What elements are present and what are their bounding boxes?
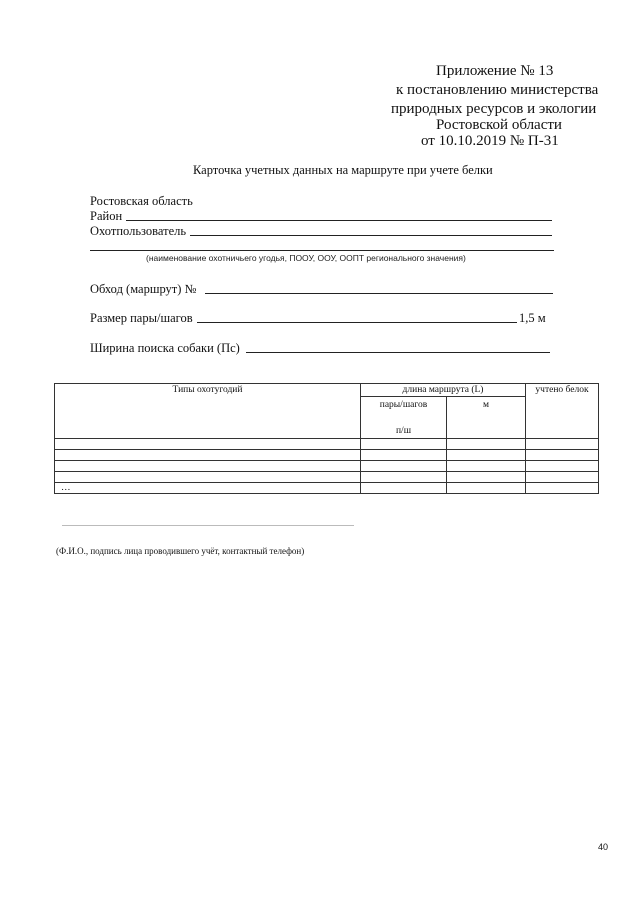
col-meters-header xyxy=(447,397,526,439)
table-cell[interactable] xyxy=(447,483,526,494)
col-pairs-unit: п/ш xyxy=(395,426,412,436)
table-cell[interactable] xyxy=(55,483,361,494)
appendix-number: Приложение № 13 xyxy=(436,63,554,79)
col-squirrels-label: учтено белок xyxy=(535,385,589,395)
route-table xyxy=(54,383,599,494)
pair-size-value: 1,5 м xyxy=(519,311,546,325)
page-number: 40 xyxy=(598,842,609,852)
col-route-length-header xyxy=(361,384,526,397)
table-cell[interactable] xyxy=(526,472,599,483)
appendix-line-3: природных ресурсов и экологии xyxy=(391,101,597,117)
card-title: Карточка учетных данных на маршруте при учете белки xyxy=(193,163,493,177)
signature-line[interactable] xyxy=(62,525,354,526)
col-route-length-label: длина маршрута (L) xyxy=(402,385,484,395)
pair-size-field[interactable] xyxy=(197,322,517,323)
user-label: Охотпользователь xyxy=(90,224,187,238)
ellipsis-label: … xyxy=(61,483,71,493)
appendix-line-2: к постановлению министерства xyxy=(396,82,599,98)
table-cell[interactable] xyxy=(447,461,526,472)
route-label: Обход (маршрут) № xyxy=(90,282,197,296)
appendix-date: от 10.10.2019 № П-31 xyxy=(421,133,559,149)
table-cell[interactable] xyxy=(447,472,526,483)
region-label: Ростовская область xyxy=(90,194,193,208)
col-meters-label: м xyxy=(482,400,489,410)
table-row xyxy=(55,472,599,483)
table-row xyxy=(55,439,599,450)
route-field[interactable] xyxy=(205,293,553,294)
pair-size-label: Размер пары/шагов xyxy=(90,311,193,325)
table-cell[interactable] xyxy=(55,439,361,450)
table-cell[interactable] xyxy=(447,439,526,450)
table-cell[interactable] xyxy=(361,483,447,494)
table-cell[interactable] xyxy=(361,450,447,461)
table-cell[interactable] xyxy=(361,472,447,483)
col-pairs-label: пары/шагов xyxy=(379,400,428,410)
table-row xyxy=(55,483,599,494)
table-cell[interactable] xyxy=(526,483,599,494)
col-pairs-header xyxy=(361,397,447,439)
appendix-line-4: Ростовской области xyxy=(436,117,562,133)
col-habitat-type-header xyxy=(55,384,361,439)
district-label: Район xyxy=(90,209,123,223)
table-header-row xyxy=(55,384,599,397)
signature-note: (Ф.И.О., подпись лица проводившего учёт, контактный телефон) xyxy=(56,546,305,556)
district-field[interactable] xyxy=(126,220,552,221)
table-cell[interactable] xyxy=(526,450,599,461)
dog-width-field[interactable] xyxy=(246,352,550,353)
table-cell[interactable] xyxy=(55,472,361,483)
user-field-continuation[interactable] xyxy=(90,250,554,251)
user-field[interactable] xyxy=(190,235,552,236)
user-field-note: (наименование охотничьего угодья, ПООУ, ООУ, ООПТ регионального значения) xyxy=(146,253,466,263)
dog-width-label: Ширина поиска собаки (Пс) xyxy=(90,341,240,355)
col-squirrels-header xyxy=(526,384,599,439)
table-cell[interactable] xyxy=(526,461,599,472)
table-row xyxy=(55,461,599,472)
table-cell[interactable] xyxy=(526,439,599,450)
table-cell[interactable] xyxy=(55,450,361,461)
table-row xyxy=(55,450,599,461)
table-cell[interactable] xyxy=(361,439,447,450)
table-cell[interactable] xyxy=(55,461,361,472)
table-cell[interactable] xyxy=(447,450,526,461)
col-habitat-type-label: Типы охотугодий xyxy=(172,385,243,395)
table-cell[interactable] xyxy=(361,461,447,472)
